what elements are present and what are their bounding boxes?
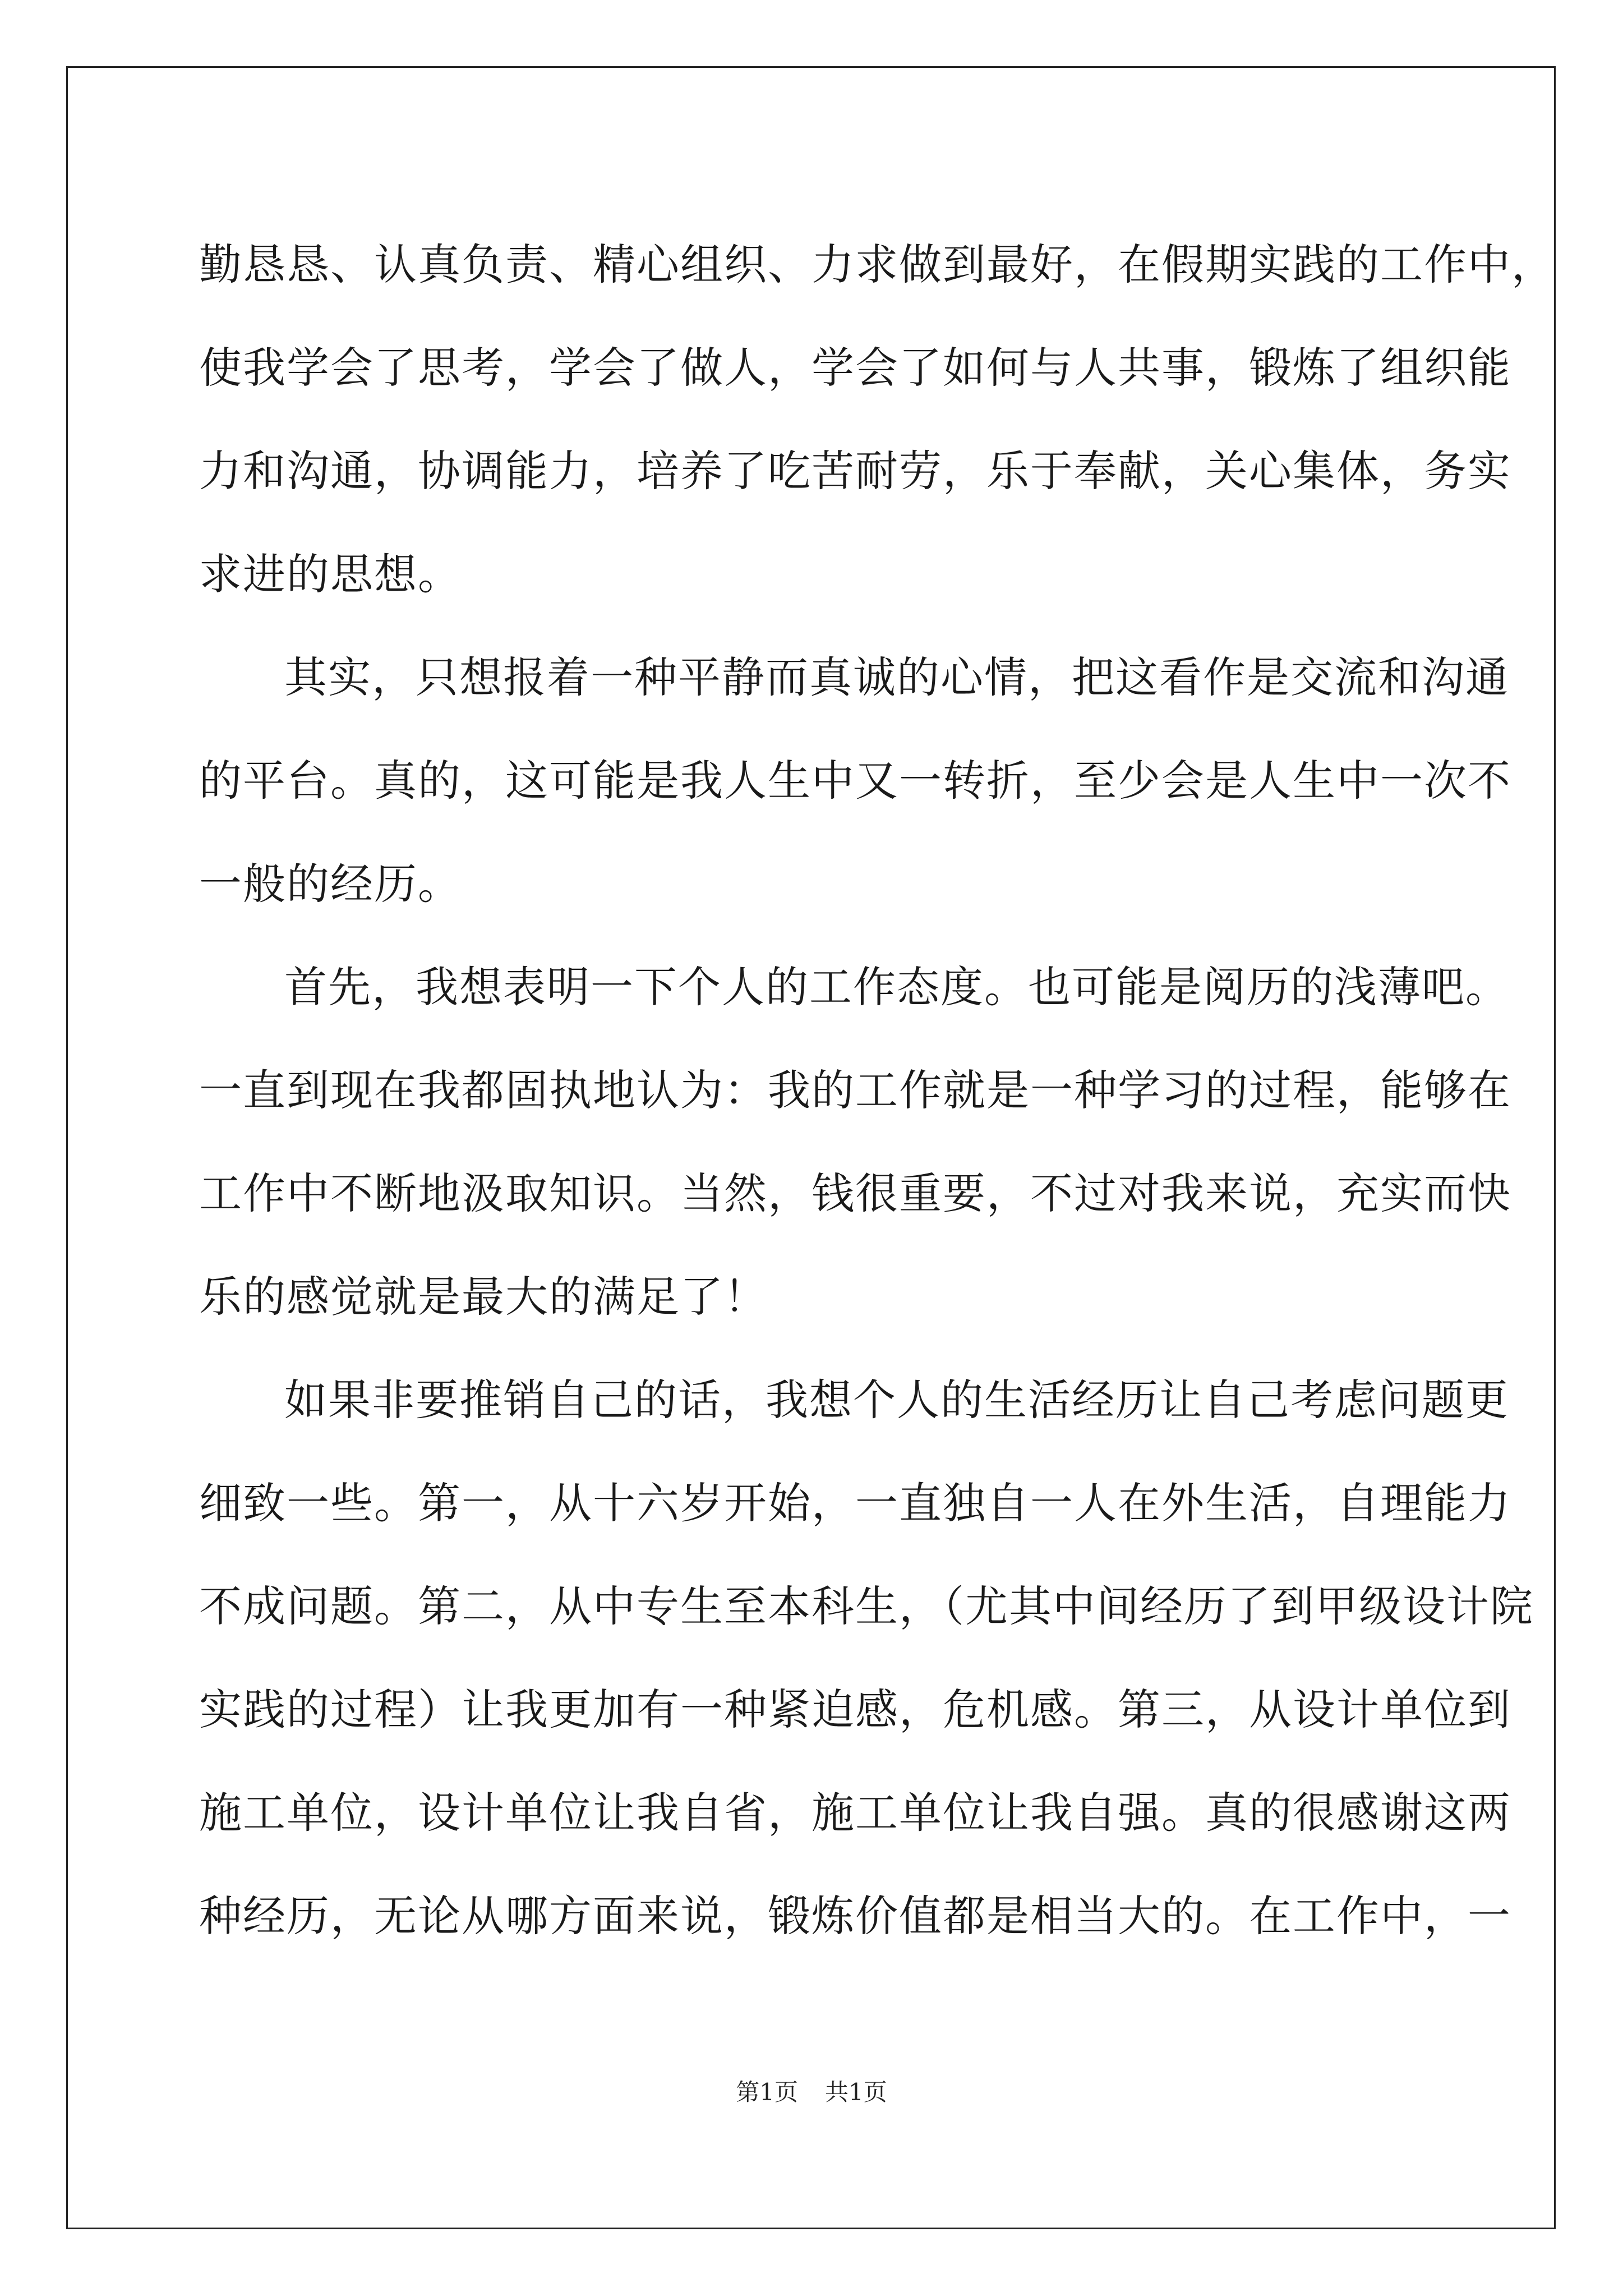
- text-line: 一直到现在我都固执地认为：我的工作就是一种学习的过程，能够在: [199, 1065, 1511, 1115]
- text-line: 使我学会了思考，学会了做人，学会了如何与人共事，锻炼了组织能: [199, 343, 1511, 393]
- text-line: 的平台。真的，这可能是我人生中又一转折，至少会是人生中一次不: [199, 756, 1511, 806]
- paragraph-first-line: 如果非要推销自己的话，我想个人的生活经历让自己考虑问题更: [284, 1375, 1509, 1425]
- text-line: 乐的感觉就是最大的满足了！: [199, 1272, 768, 1322]
- text-line: 不成问题。第二，从中专生至本科生，（尤其中间经历了到甲级设计院: [199, 1581, 1534, 1631]
- text-line: 细致一些。第一，从十六岁开始，一直独自一人在外生活，自理能力: [199, 1478, 1511, 1528]
- paragraph-first-line: 其实，只想报着一种平静而真诚的心情，把这看作是交流和沟通: [284, 652, 1509, 702]
- page-footer: [0, 2076, 1623, 2109]
- paragraph-first-line: 首先，我想表明一下个人的工作态度。也可能是阅历的浅薄吧。: [284, 962, 1509, 1012]
- text-line: 种经历，无论从哪方面来说，锻炼价值都是相当大的。在工作中，一: [199, 1891, 1511, 1941]
- text-line: 一般的经历。: [199, 859, 462, 909]
- document-body: [199, 213, 1555, 1968]
- text-line: 施工单位，设计单位让我自省，施工单位让我自强。真的很感谢这两: [199, 1788, 1511, 1838]
- text-line: 工作中不断地汲取知识。当然，钱很重要，不过对我来说，充实而快: [199, 1168, 1511, 1218]
- text-line: 勤恳恳、认真负责、精心组织、力求做到最好，在假期实践的工作中，: [199, 240, 1555, 289]
- text-line: 力和沟通，协调能力，培养了吃苦耐劳，乐于奉献，关心集体，务实: [199, 446, 1511, 496]
- text-line: 实践的过程）让我更加有一种紧迫感，危机感。第三，从设计单位到: [199, 1685, 1511, 1734]
- page-number-current: 第1页: [736, 2078, 798, 2106]
- text-line: 求进的思想。: [199, 549, 462, 599]
- page-number-total: 共1页: [825, 2078, 887, 2106]
